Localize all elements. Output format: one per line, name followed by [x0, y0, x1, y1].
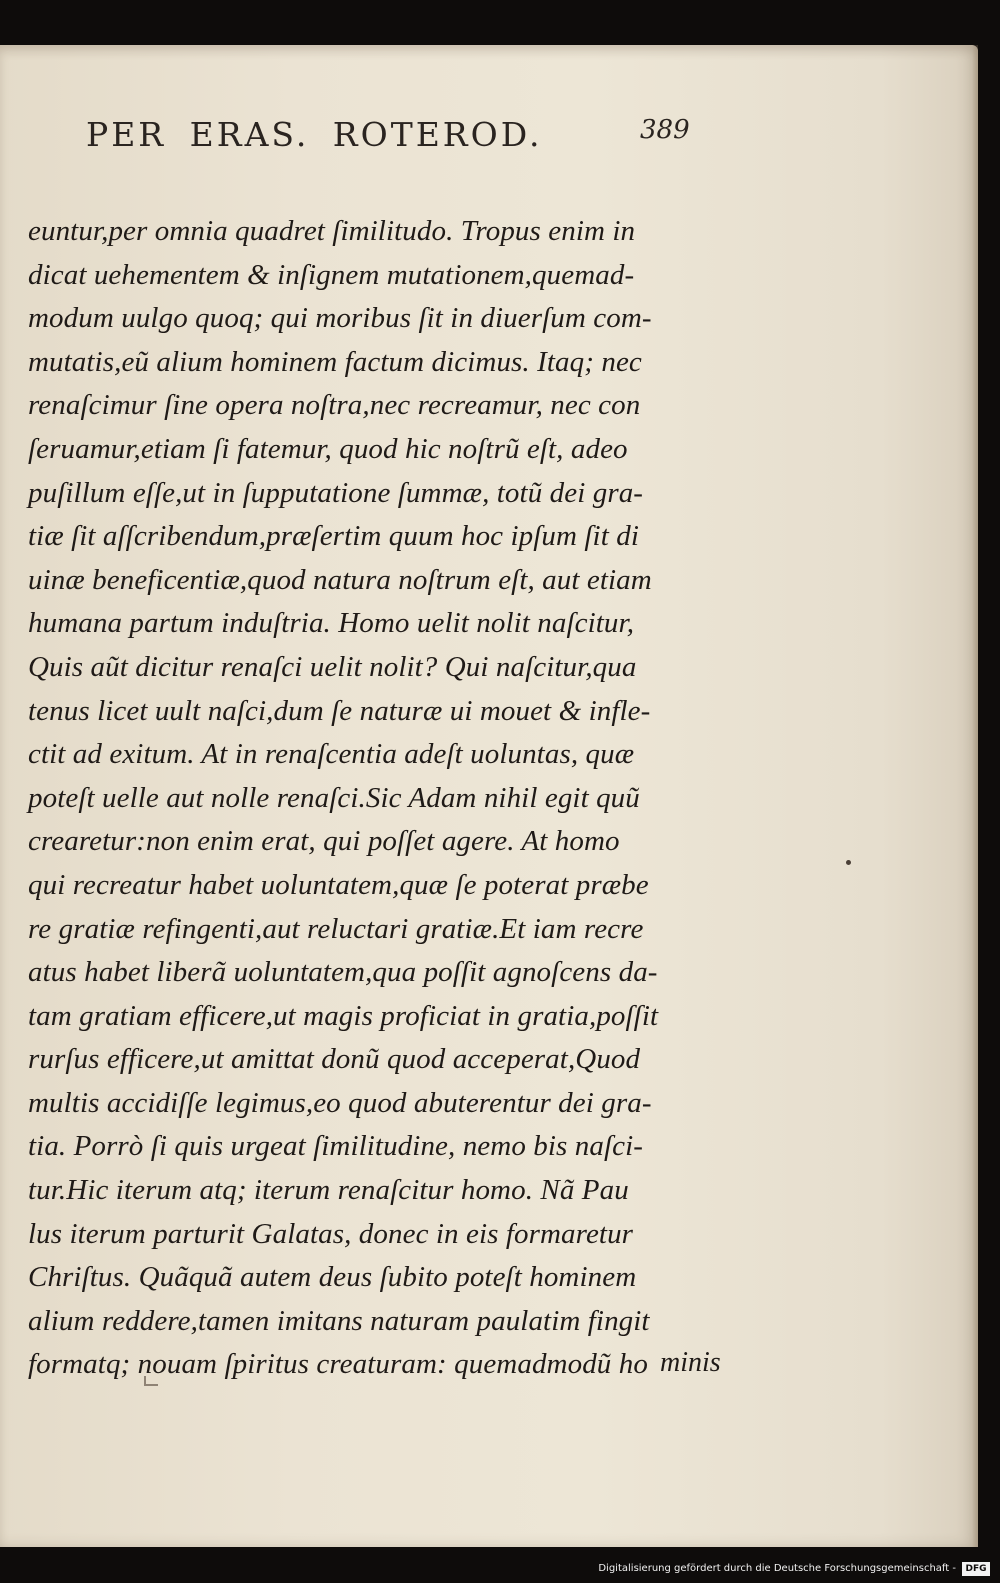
text-line: tenus licet uult naſci,dum ſe naturæ ui mouet & infle- [28, 694, 651, 727]
text-line: uinæ beneficentiæ,quod natura noſtrum eſt, aut etiam [28, 563, 652, 596]
text-line: Quis aũt dicitur renaſci uelit nolit? Qui naſcitur,qua [28, 650, 637, 683]
digitization-footer [0, 1547, 1000, 1583]
ink-speck [846, 860, 851, 865]
text-line: ſeruamur,etiam ſi fatemur, quod hic noſtrũ eſt, adeo [28, 432, 628, 465]
text-line: tiæ ſit aſſcribendum,præſertim quum hoc ipſum ſit di [28, 520, 639, 553]
text-line: rurſus efficere,ut amittat donũ quod acceperat,Quod [28, 1043, 641, 1076]
text-line: tia. Porrò ſi quis urgeat ſimilitudine, nemo bis naſci- [28, 1130, 644, 1163]
text-line: humana partum induſtria. Homo uelit nolit naſcitur, [28, 607, 635, 640]
text-line: lus iterum parturit Galatas, donec in eis formaretur [28, 1217, 634, 1250]
text-line: formatq; nouam ſpiritus creaturam: quemadmodũ ho [28, 1348, 648, 1381]
text-line: renaſcimur ſine opera noſtra,nec recreamur, nec con [28, 389, 641, 422]
text-line: dicat uehementem & inſignem mutationem,quemad- [28, 258, 635, 291]
text-line: qui recreatur habet uoluntatem,quæ ſe poterat præbe [28, 868, 649, 901]
dfg-logo: DFG [962, 1562, 990, 1576]
text-line: poteſt uelle aut nolle renaſci.Sic Adam nihil egit quũ [28, 781, 640, 814]
text-line: multis accidiſſe legimus,eo quod abuterentur dei gra- [28, 1086, 652, 1119]
text-line: Chriſtus. Quãquã autem deus ſubito poteſt hominem [28, 1261, 637, 1294]
text-line: mutatis,eũ alium hominem factum dicimus. Itaq; nec [28, 345, 642, 378]
text-line: alium reddere,tamen imitans naturam paulatim fingit [28, 1304, 650, 1337]
funding-credit: Digitalisierung gefördert durch die Deutsche Forschungsgemeinschaft - [598, 1563, 956, 1574]
text-line: puſillum eſſe,ut in ſupputatione ſummæ, totũ dei gra- [28, 476, 644, 509]
text-line: modum uulgo quoq; qui moribus ſit in diuerſum com- [28, 302, 652, 335]
text-line: ctit ad exitum. At in renaſcentia adeſt uoluntas, quæ [28, 738, 635, 771]
text-line: tur.Hic iterum atq; iterum renaſcitur homo. Nã Pau [28, 1174, 629, 1207]
page-edge-shadow [972, 45, 978, 1547]
catchword: minis [660, 1347, 721, 1378]
text-line: re gratiæ refingenti,aut reluctari gratiæ.Et iam recre [28, 912, 644, 945]
printer-mark [144, 1376, 158, 1386]
body-text [28, 210, 748, 1387]
running-head: PER ERAS. ROTEROD. [86, 115, 543, 154]
text-line: euntur,per omnia quadret ſimilitudo. Tropus enim in [28, 215, 636, 247]
text-line: atus habet liberã uoluntatem,qua poſſit agnoſcens da- [28, 956, 658, 989]
text-line: tam gratiam efficere,ut magis proficiat in gratia,poſſit [28, 999, 659, 1032]
page-number: 389 [640, 115, 690, 145]
text-line: crearetur:non enim erat, qui poſſet agere. At homo [28, 825, 620, 858]
